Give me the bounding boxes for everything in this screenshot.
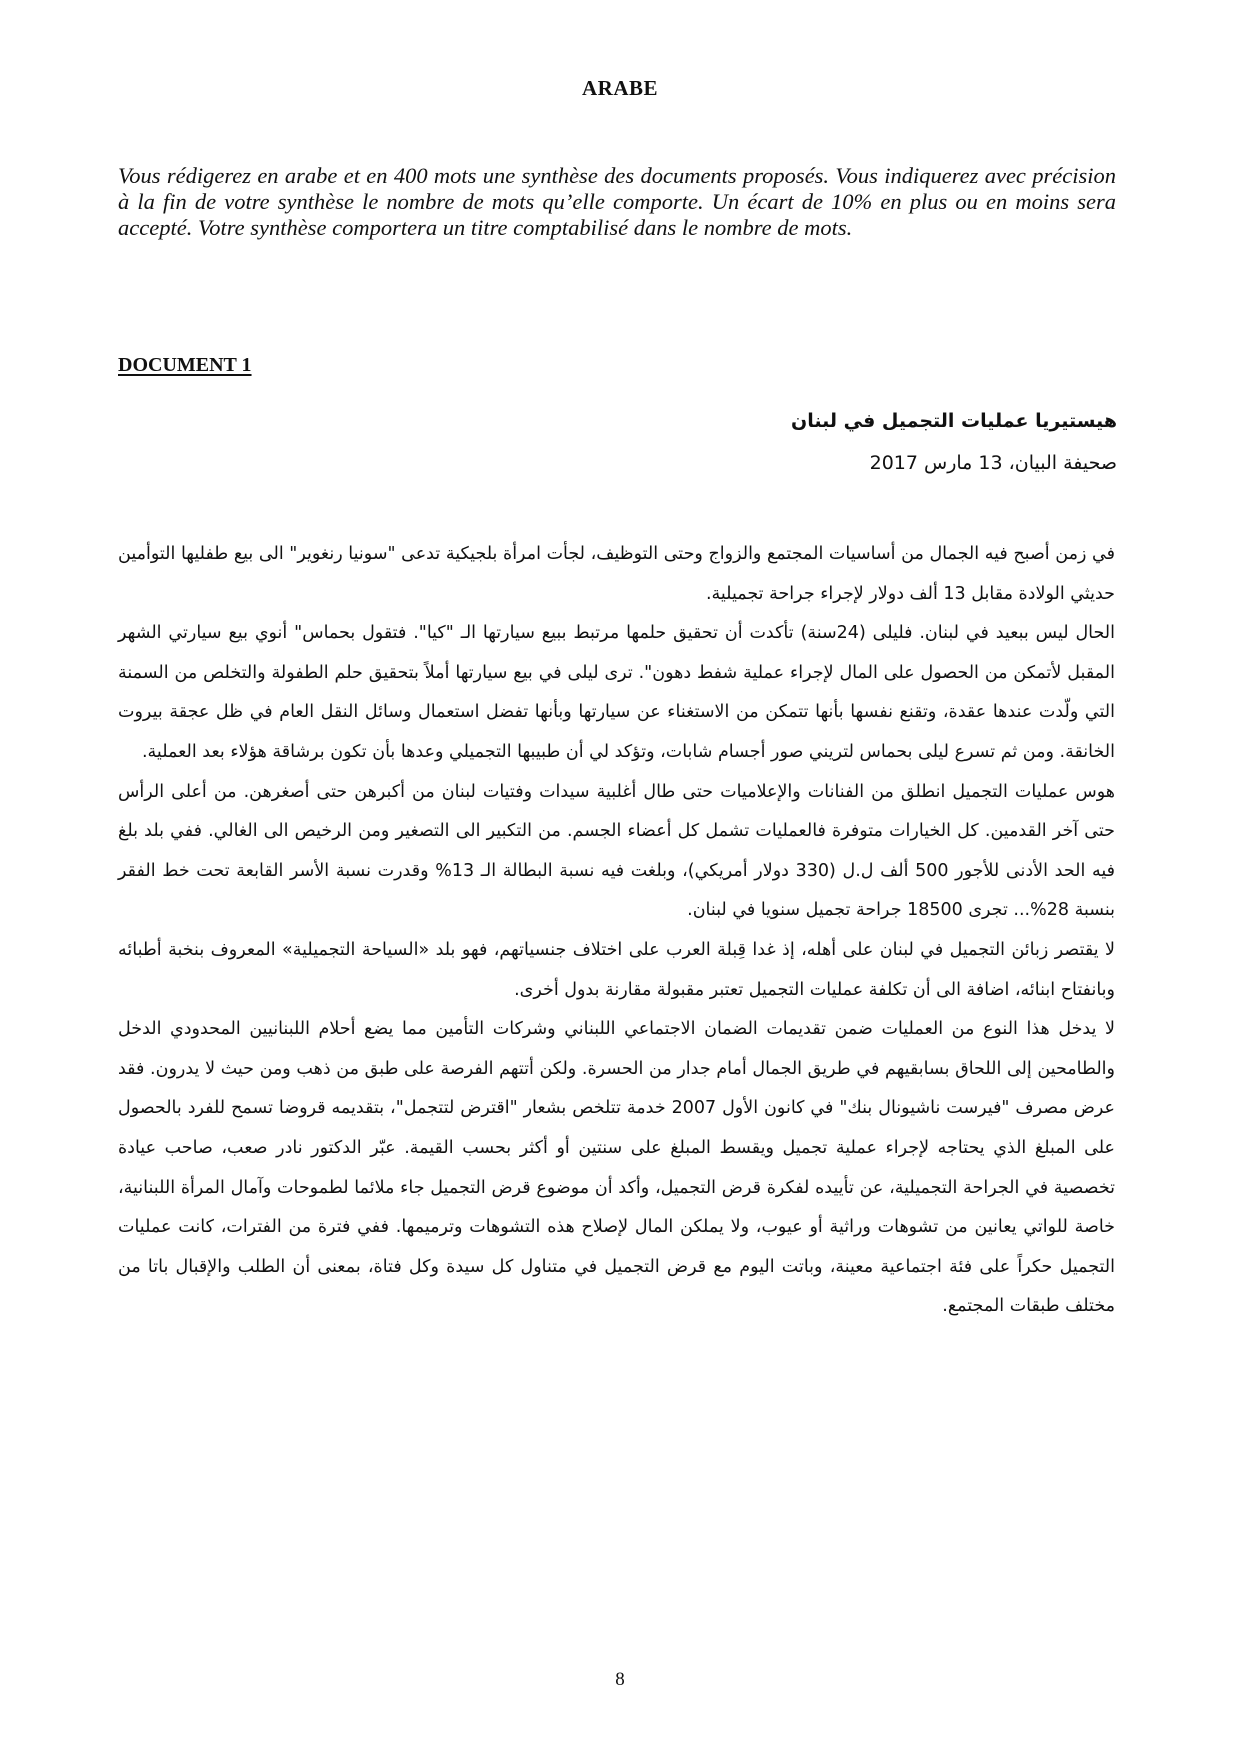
article-paragraph: لا يدخل هذا النوع من العمليات ضمن تقديمات الضمان الاجتماعي اللبناني وشركات التأمين مما يضع أحلام اللبنانيين المحدودي الدخل والطامحين إلى اللحاق بسابقيهم في طريق الجمال أمام جدار من الحسرة. ولكن أتتهم الفرصة على طبق من ذهب ومن حيث لا يدرون. فقد عرض مصرف "فيرست ناشيونال بنك" في كانون الأول 2007 خدمة تتلخص بشعار "اقترض لتتجمل"، بتقديمه قروضا تسمح للفرد بالحصول على المبلغ الذي يحتاجه لإجراء عملية تجميل ويقسط المبلغ على سنتين أو أكثر بحسب القيمة. عبّر الدكتور نادر صعب، صاحب عيادة تخصصية في الجراحة التجميلية، عن تأييده لفكرة قرض التجميل، وأكد أن موضوع قرض التجميل جاء ملائما لطموحات وآمال المرأة اللبنانية، خاصة للواتي يعانين من تشوهات وراثية أو عيوب، ولا يملكن المال لإصلاح هذه التشوهات وترميمها. ففي فترة من الفترات، كانت عمليات التجميل حكراً على فئة اجتماعية معينة، وباتت اليوم مع قرض التجميل في متناول كل سيدة وكل فتاة، بمعنى أن الطلب والإقبال باتا من مختلف طبقات المجتمع.: [118, 1019, 1115, 1317]
document-label: DOCUMENT 1: [118, 354, 252, 376]
article-paragraph: الحال ليس ببعيد في لبنان. فليلى (24سنة) تأكدت أن تحقيق حلمها مرتبط ببيع سيارتها الـ "كيا". فتقول بحماس" أنوي بيع سيارتي الشهر المقبل لأتمكن من الحصول على المال لإجراء عملية شفط دهون". ترى ليلى في بيع سيارتها أملاً بتحقيق حلم الطفولة والتخلص من السمنة التي ولّدت عندها عقدة، وتقنع نفسها بأنها تتمكن من الاستغناء عن سيارتها وبأنها تفضل استعمال وسائل النقل العام في ظل عجقة بيروت الخانقة. ومن ثم تسرع ليلى بحماس لتريني صور أجسام شابات، وتؤكد لي أن طبيبها التجميلي وعدها بأن تكون برشاقة هؤلاء بعد العملية.: [118, 623, 1115, 762]
article-paragraph: في زمن أصبح فيه الجمال من أساسيات المجتمع والزواج وحتى التوظيف، لجأت امرأة بلجيكية تدعى "سونيا رنغوير" الى بيع طفليها التوأمين حديثي الولادة مقابل 13 ألف دولار لإجراء جراحة تجميلية.: [118, 544, 1115, 604]
instructions-text: Vous rédigerez en arabe et en 400 mots une synthèse des documents proposés. Vous indiquerez avec précision à la fin de votre synthèse le nombre de mots qu’elle comporte. Un écart de 10% en plus ou en moins sera accepté. Votre synthèse comportera un titre comptabilisé dans le nombre de mots.: [118, 163, 1116, 240]
page-heading: ARABE: [581, 76, 658, 100]
page-number: 8: [615, 1669, 625, 1690]
article-source: صحيفة البيان، 13 مارس 2017: [869, 452, 1117, 474]
article-body: [118, 535, 1115, 1327]
article-title: هيستيريا عمليات التجميل في لبنان: [791, 410, 1117, 432]
article-paragraph: لا يقتصر زبائن التجميل في لبنان على أهله، إذ غدا قِبلة العرب على اختلاف جنسياتهم، فهو بلد «السياحة التجميلية» المعروف بنخبة أطبائه وبانفتاح ابنائه، اضافة الى أن تكلفة عمليات التجميل تعتبر مقبولة مقارنة بدول أخرى.: [118, 939, 1115, 1000]
article-paragraph: هوس عمليات التجميل انطلق من الفنانات والإعلاميات حتى طال أغلبية سيدات وفتيات لبنان من أكبرهن حتى أصغرهن. من أعلى الرأس حتى آخر القدمين. كل الخيارات متوفرة فالعمليات تشمل كل أعضاء الجسم. من التكبير الى التصغير ومن الرخيص الى الغالي. ففي بلد بلغ فيه الحد الأدنى للأجور 500 ألف ل.ل (330 دولار أمريكي)، وبلغت فيه نسبة البطالة الـ 13% وقدرت نسبة الأسر القابعة تحت خط الفقر بنسبة 28%... تجرى 18500 جراحة تجميل سنويا في لبنان.: [118, 781, 1115, 921]
